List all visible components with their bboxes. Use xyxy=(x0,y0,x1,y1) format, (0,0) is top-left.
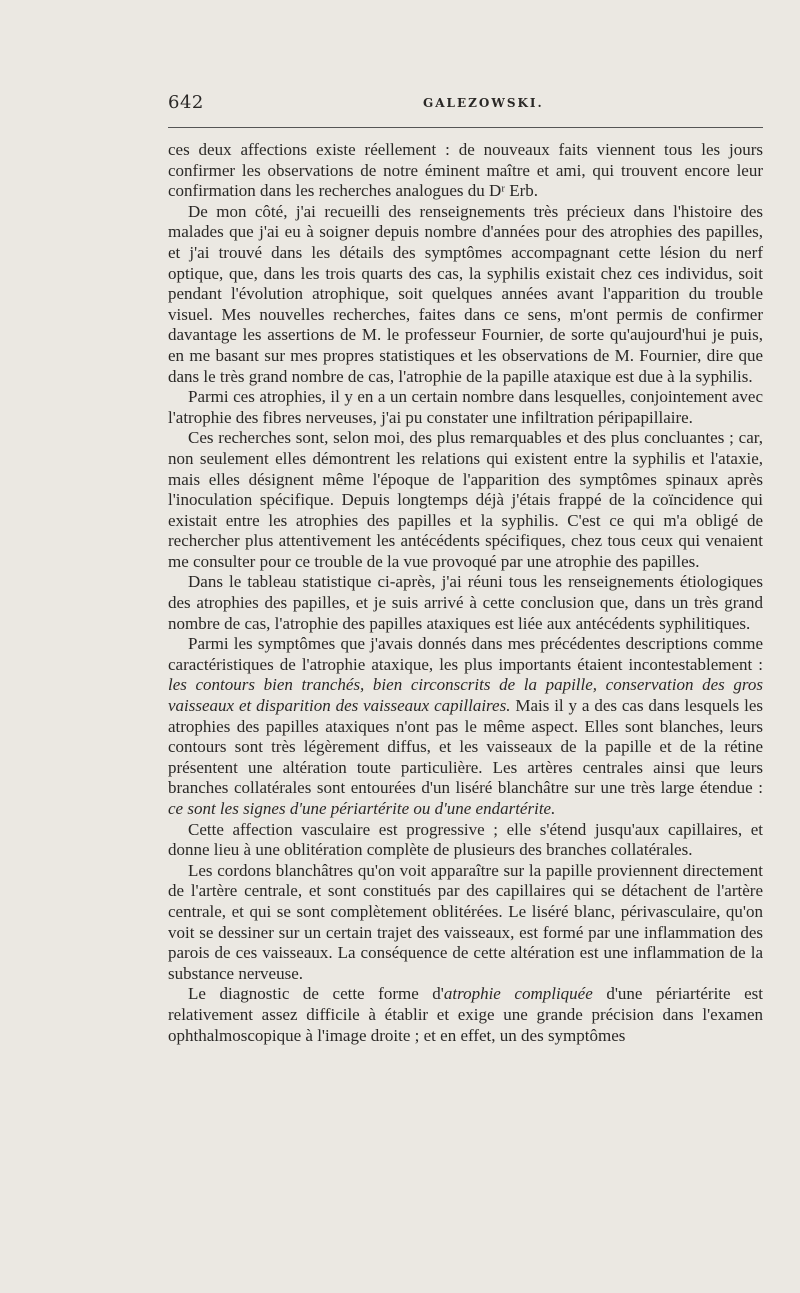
paragraph-text: Dans le tableau statistique ci-après, j'ai réuni tous les renseignements étiologiques des atrophies des papilles, et je suis arrivé à cette conclusion que, dans un très grand nombre de cas, l'atrophie des papilles ataxiques est liée aux antécédents syphilitiques. xyxy=(168,572,763,633)
header-rule xyxy=(168,127,763,128)
running-head: GALEZOWSKI. xyxy=(423,96,544,110)
paragraph xyxy=(168,861,763,985)
paragraph-text: d'une périartérite est relativement assez difficile à établir et exige une grande précision dans l'examen ophthalmoscopique à l'image droite ; et en effet, un des symptômes xyxy=(168,984,763,1045)
italic-text: atrophie compliquée xyxy=(443,984,593,1004)
page-header xyxy=(168,92,764,118)
paragraph-text: Cette affection vasculaire est progressive ; elle s'étend jusqu'aux capillaires, et donne lieu à une oblitération complète de plusieurs des branches collatérales. xyxy=(168,819,763,860)
paragraph-text: Les cordons blanchâtres qu'on voit apparaître sur la papille proviennent directement de l'artère centrale, et sont constitués par des capillaires qui se détachent de l'artère centrale, et qui se sont complètement oblitérées. Le liséré blanc, périvasculaire, qu'on voit se dessiner sur un certain trajet des vaisseaux, est formé par une inflammation des parois de ces vaisseaux. La conséquence de cette altération est une inflammation de la substance nerveuse. xyxy=(168,860,763,983)
italic-text: les contours bien tranchés, bien circonscrits de la papille, conservation des gros vaisseaux et disparition des vaisseaux capillaires. xyxy=(168,675,763,716)
paragraph-text: Parmi les symptômes que j'avais donnés dans mes précédentes descriptions comme caractéristiques de l'atrophie ataxique, les plus importants étaient incontestablement : xyxy=(168,634,763,674)
paragraph-text: Ces recherches sont, selon moi, des plus remarquables et des plus concluantes ; car, non seulement elles démontrent les relations qui existent entre la syphilis et l'ataxie, mais elles désignent même l'époque de l'apparition des symptômes spinaux après l'inoculation spécifique. Depuis longtemps déjà j'étais frappé de la coïncidence qui existait entre les atrophies des papilles et la syphilis. C'est ce qui m'a obligé de rechercher plus attentivement les antécédents spécifiques, chez tous ceux qui venaient me consulter pour ce trouble de la vue provoqué par une atrophie des papilles. xyxy=(168,428,763,571)
paragraph xyxy=(168,634,763,819)
paragraph-text: Mais il y a des cas dans lesquels les atrophies des papilles ataxiques n'ont pas le même aspect. Elles sont blanches, leurs contours sont très légèrement diffus, et les vaisseaux de la papille et de la rétine présentent une altération toute particulière. Les artères centrales ainsi que leurs branches collatérales sont entourées d'un liséré blanchâtre sur une très large étendue : xyxy=(168,696,763,798)
paragraph-text: Le diagnostic de cette forme d' xyxy=(188,984,444,1004)
page-number: 642 xyxy=(168,92,204,113)
paragraph xyxy=(168,428,763,572)
paragraph xyxy=(168,820,763,861)
paragraph xyxy=(168,984,763,1046)
paragraph xyxy=(168,202,763,387)
italic-text: ce sont les signes d'une périartérite ou d'une endartérite. xyxy=(168,799,556,818)
paragraph-text: De mon côté, j'ai recueilli des renseignements très précieux dans l'histoire des malades que j'ai eu à soigner depuis nombre d'années pour des atrophies des papilles, et j'ai trouvé dans les détails des symptômes accompagnant cette lésion du nerf optique, que, dans les trois quarts des cas, la syphilis existait chez ces individus, soit pendant l'évolution atrophique, soit quelques années avant l'apparition du trouble visuel. Mes nouvelles recherches, faites dans ce sens, m'ont permis de confirmer davantage les assertions de M. le professeur Fournier, de sorte qu'aujourd'hui je puis, en me basant sur mes propres statistiques et les observations de M. Fournier, dire que dans le très grand nombre de cas, l'atrophie de la papille ataxique est due à la syphilis. xyxy=(168,201,763,386)
paragraph xyxy=(168,572,763,634)
paragraph xyxy=(168,140,763,202)
body-text xyxy=(168,140,763,1046)
paragraph-text: Parmi ces atrophies, il y en a un certain nombre dans lesquelles, conjointement avec l'atrophie des fibres nerveuses, j'ai pu constater une infiltration péripapillaire. xyxy=(168,387,763,427)
paragraph xyxy=(168,387,763,428)
paragraph-text: ces deux affections existe réellement : de nouveaux faits viennent tous les jours confirmer les observations de notre éminent maître et ami, qui trouvent encore leur confirmation dans les recherches analogues du Dʳ Erb. xyxy=(168,140,763,201)
